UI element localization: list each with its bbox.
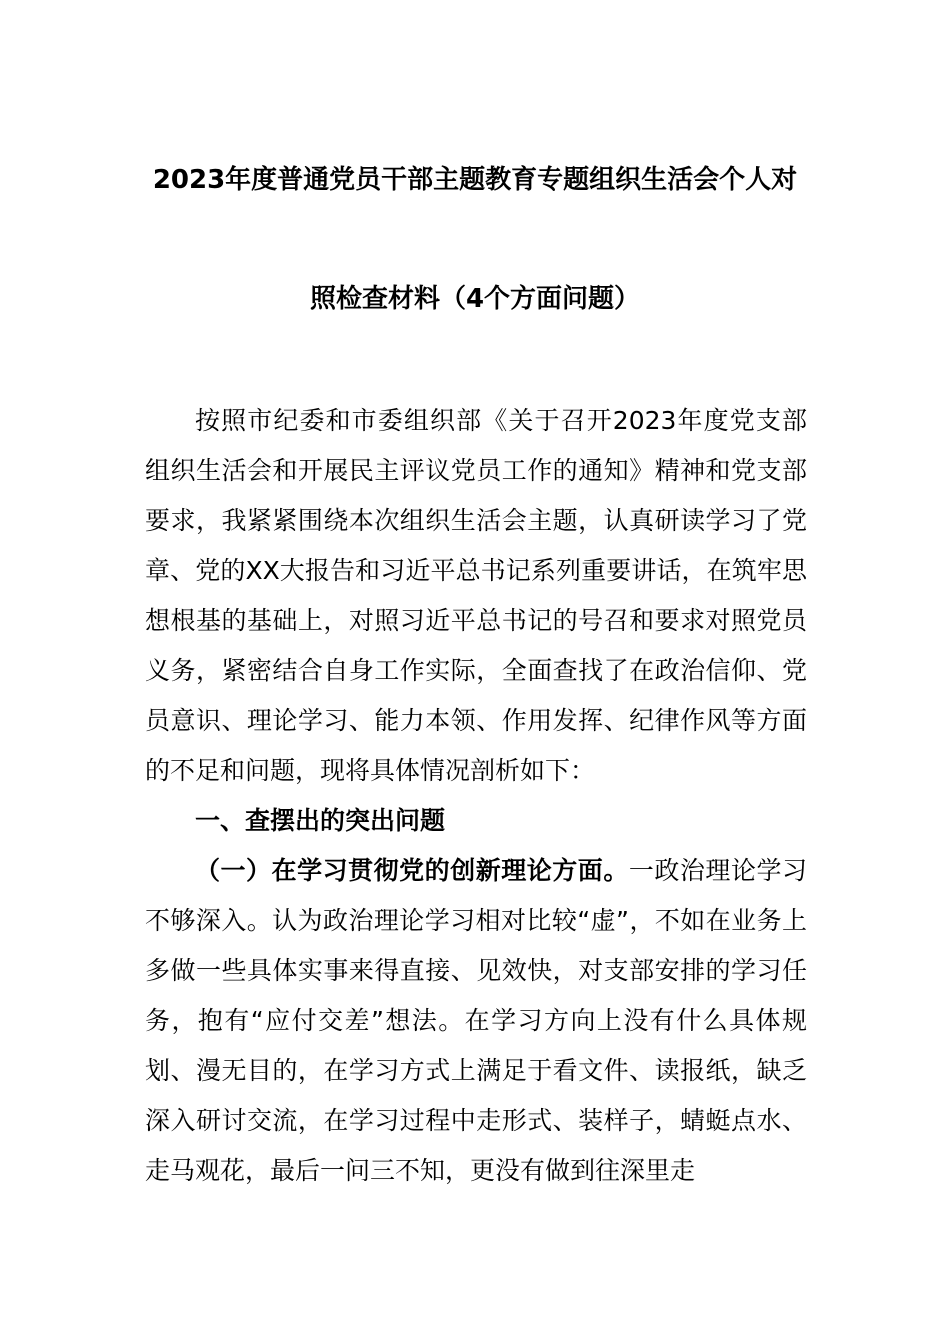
document-title-line-1: 2023年度普通党员干部主题教育专题组织生活会个人对 (152, 165, 798, 195)
section-heading: 一、查摆出的突出问题 (195, 806, 446, 835)
document-title-line-2: 照检查材料（4个方面问题） (309, 284, 641, 314)
subsection-lead: （一）在学习贯彻党的创新理论方面。 (195, 856, 629, 885)
intro-paragraph: 按照市纪委和市委组织部《关于召开2023年度党支部组织生活会和开展民主评议党员工作的通知》精神和党支部要求，我紧紧围绕本次组织生活会主题，认真研读学习了党章、党的XX大报告和习近平总书记系列重要讲话，在筑牢思想根基的基础上，对照习近平总书记的号召和要求对照党员义务，紧密结合自身工作实际，全面查找了在政治信仰、党员意识、理论学习、能力本领、作用发挥、纪律作风等方面的不足和问题，现将具体情况剖析如下： (145, 406, 807, 785)
subsection-text: 一政治理论学习不够深入。认为政治理论学习相对比较“虚”，不如在业务上多做一些具体实事来得直接、见效快，对支部安排的学习任务，抱有“应付交差”想法。在学习方向上没有什么具体规划、漫无目的，在学习方式上满足于看文件、读报纸，缺乏深入研讨交流，在学习过程中走形式、装样子，蜻蜓点水、走马观花，最后一问三不知，更没有做到往深里走 (145, 856, 807, 1185)
subsection-paragraph (145, 846, 807, 1196)
